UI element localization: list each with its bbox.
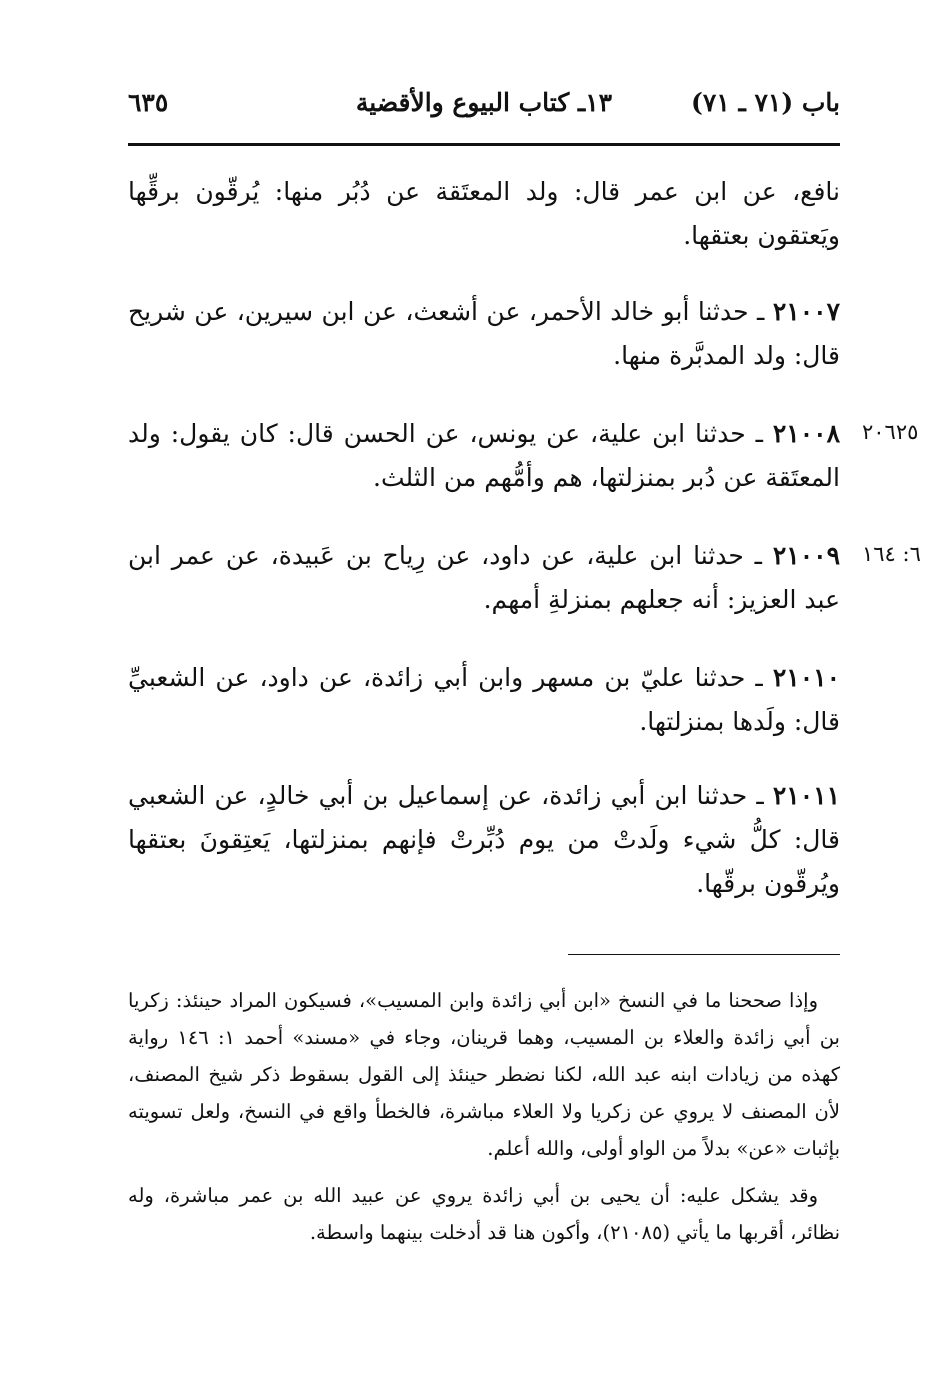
hadith-number: ٢١٠٠٩ (772, 541, 840, 570)
header-rule (128, 143, 840, 146)
hadith-number: ٢١٠١١ (772, 781, 840, 810)
book-title: ١٣ـ كتاب البيوع والأقضية (355, 88, 613, 117)
margin-reference: ٢٠٦٢٥ (862, 420, 919, 444)
chapter-ref: باب (٧١ ـ ٧١) (691, 88, 840, 117)
hadith-text: ـ حدثنا ابن علية، عن داود، عن رِياح بن عَبيدة، عن عمر ابن عبد العزيز: أنه جعلهم بمنزلةِ أمهم. (128, 541, 840, 614)
hadith-paragraph (128, 290, 840, 378)
hadith-text: ـ حدثنا ابن أبي زائدة، عن إسماعيل بن أبي خالدٍ، عن الشعبي قال: كلُّ شيء ولَدتْ من يوم دُبِّرتْ فإنهم بمنزلتها، يَعتِقونَ بعتقها ويُرقّون برقّها. (128, 781, 840, 898)
margin-reference: ٦: ١٦٤ (862, 542, 921, 566)
footnote-separator (568, 954, 840, 955)
hadith-text: ـ حدثنا عليّ بن مسهر وابن أبي زائدة، عن داود، عن الشعبيِّ قال: ولَدها بمنزلتها. (128, 663, 840, 736)
hadith-number: ٢١٠١٠ (772, 663, 840, 692)
footnote-paragraph: وإذا صححنا ما في النسخ «ابن أبي زائدة وابن المسيب»، فسيكون المراد حينئذ: زكريا بن أبي زائدة والعلاء بن المسيب، وهما قرينان، وجاء في «مسند» أحمد ١: ١٤٦ رواية كهذه من زيادات ابنه عبد الله، لكنا نضطر حينئذ إلى القول بسقوط ذكر شيخ المصنف، لأن المصنف لا يروي عن زكريا ولا العلاء مباشرة، فالخطأ واقع في النسخ، ولعل تسويته بإثبات «عن» بدلاً من الواو أولى، والله أعلم. (128, 989, 840, 1160)
hadith-paragraph (128, 170, 840, 258)
page-number: ٦٣٥ (128, 88, 169, 117)
hadith-text: ـ حدثنا ابن علية، عن يونس، عن الحسن قال: كان يقول: ولد المعتَقة عن دُبر بمنزلتها، هم وأمُّهم من الثلث. (128, 419, 840, 492)
hadith-paragraph (128, 656, 840, 744)
hadith-paragraph (128, 774, 840, 906)
hadith-number: ٢١٠٠٧ (772, 297, 840, 326)
hadith-paragraph (128, 534, 840, 622)
hadith-paragraph (128, 412, 840, 500)
footnotes (128, 982, 840, 1261)
hadith-number: ٢١٠٠٨ (772, 419, 840, 448)
hadith-text: نافع، عن ابن عمر قال: ولد المعتَقة عن دُبُر منها: يُرقّون برقِّها ويَعتقون بعتقها. (128, 177, 840, 250)
page-header (128, 88, 840, 132)
hadith-text: ـ حدثنا أبو خالد الأحمر، عن أشعث، عن ابن سيرين، عن شريح قال: ولد المدبَّرة منها. (128, 297, 840, 370)
footnote-paragraph: وقد يشكل عليه: أن يحيى بن أبي زائدة يروي عن عبيد الله بن عمر مباشرة، وله نظائر، أقربها ما يأتي (٢١٠٨٥)، وأكون هنا قد أدخلت بينهما واسطة. (128, 1184, 840, 1244)
